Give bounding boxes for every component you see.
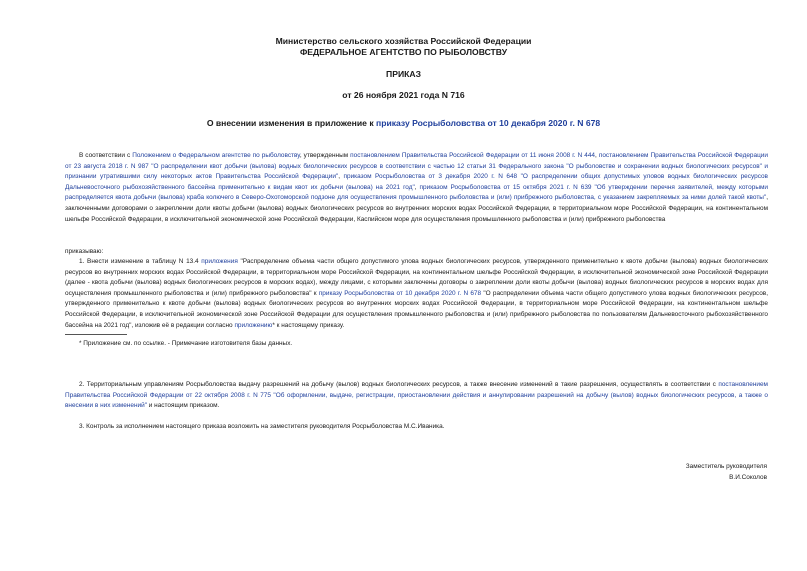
decree-444-link[interactable]: постановлением Правительства Российской Федерации от 11 июня 2008 г. N 444 [350, 152, 596, 159]
signature-name: В.И.Соколов [729, 474, 767, 481]
item-2-text-2: и настоящим приказом. [146, 402, 220, 410]
footnote-divider [65, 334, 127, 335]
appendix-link[interactable]: приложения [201, 258, 238, 265]
item-3-paragraph: 3. Контроль за исполнением настоящего приказа возложить на заместителя руководителя Росрыболовства М.С.Иваника. [79, 423, 445, 430]
item-1-paragraph [65, 257, 768, 331]
item-2-paragraph [65, 380, 768, 412]
title-order-link[interactable]: приказу Росрыболовства от 10 декабря 2020 г. N 678 [376, 118, 601, 128]
order-678-link[interactable]: приказу Росрыболовства от 10 декабря 2020 г. N 678 [318, 289, 482, 297]
preamble-text-3: , [595, 152, 599, 159]
preamble-text-2: , утвержденным [299, 152, 351, 159]
signature-position: Заместитель руководителя [685, 463, 767, 470]
order-648-link[interactable]: приказом Росрыболовства от 3 декабря 2020 г. N 648 "О распределении общих допустимых уловов водных биологических ресурсов Дальневосточного рыбохозяйственного бассейна применительно к видам квот их добычи (вылова) на 2021 год" [65, 173, 768, 191]
order-639-link[interactable]: приказом Росрыболовства от 15 октября 2021 г. N 639 "Об утверждении перечня заявителей, между которыми распределяется квота добычи (вылова) краба колючего в Северо-Охотоморской подзоне для осуществления промышленного рыболовства и (или) прибрежного рыболовства, с указанием закрепляемых за ними долей такой квоты" [65, 183, 768, 202]
preamble-paragraph [65, 151, 768, 225]
decree-987-link[interactable]: постановлением Правительства Российской Федерации от 23 августа 2018 г. N 987 "О распределении квот добычи (вылова) водных биологических ресурсов в соответствии с частью 12 статьи 31 Федерального закона "О рыболовстве и сохранении водных биологических ресурсов" и признании утратившими силу некоторых актов Правительства Российской Федерации" [65, 152, 768, 181]
item-2-text-1: 2. Территориальным управлениям Росрыболовства выдачу разрешений на добычу (вылов) водных биологических ресурсов, а также внесение изменений в такие разрешения, осуществлять в соответствии с [79, 381, 719, 388]
item-1-text-2: "Распределение объема части общего допустимого улова водных биологических ресурсов, утвержденного применительно к квоте добычи (вылова) водных биологических ресурсов во внутренних морских водах Российской Федерации, в территориальном море Российской Федерации, на континентальном шельфе Российской Федерации, в исключительной экономической зоне Российской Федерации (далее - квота добычи (вылова) водных биологических ресурсов в морских водах), между лицами, с которыми заключены договоры о закреплении доли квоты добычи (вылова) водных биологических ресурсов в морских водах для осуществления промышленного рыболовства и (или) прибрежного рыболовства" к [65, 258, 768, 297]
agency-heading: ФЕДЕРАЛЬНОЕ АГЕНТСТВО ПО РЫБОЛОВСТВУ [299, 47, 508, 57]
title-text: О внесении изменения в приложение к [206, 118, 377, 128]
item-1-text-3: "О распределении объема части общего допустимого улова водных биологических ресурсов, утвержденного применительно к квоте добычи (вылова) водных биологических ресурсов во внутренних морских водах Российской Федерации, в территориальном море Российской Федерации, на континентальном шельфе Российской Федерации, в исключительной экономической зоне Российской Федерации для осуществления промышленного рыболовства и (или) прибрежного рыболовства по пользователям Дальневосточного рыбохозяйственного бассейна на 2021 год", изложив её в редакции согласно [65, 289, 769, 329]
attachment-link[interactable]: приложению [234, 321, 273, 329]
decree-775-link[interactable]: постановлением Правительства Российской Федерации от 22 октября 2008 г. N 775 "Об оформлении, выдаче, регистрации, приостановлении действия и аннулировании разрешений на добычу (вылов) водных биологических ресурсов, а также о внесении в них изменений" [65, 381, 768, 410]
item-1-text-4: * к настоящему приказу. [272, 321, 345, 329]
document-title [0, 118, 807, 128]
footnote: * Приложение см. по ссылке. - Примечание изготовителя базы данных. [79, 340, 293, 347]
ministry-heading: Министерство сельского хозяйства Российской Федерации [275, 36, 532, 46]
preamble-text-6: , заключенными договорами о закреплении доли квоты добычи (вылова) водных биологических ресурсов во внутренних морских водах Российской Федерации, в территориальном море Российской Федерации, на континентальном шельфе Российской Федерации, в исключительной экономической зоне Российской Федерации, Каспийском море для осуществления промышленного рыболовства и (или) прибрежного рыболовства [65, 194, 768, 223]
preamble-text-1: В соответствии с [79, 152, 133, 159]
preamble-text-5: , [414, 183, 420, 191]
order-word: приказываю: [65, 248, 104, 255]
regulation-link[interactable]: Положением о Федеральном агентстве по рыболовству [132, 152, 300, 159]
doc-type-heading: ПРИКАЗ [386, 69, 421, 79]
preamble-text-4: , [338, 173, 344, 181]
item-1-text-1: 1. Внести изменение в таблицу N 13.4 [79, 258, 202, 265]
date-number: от 26 ноября 2021 года N 716 [342, 90, 465, 100]
